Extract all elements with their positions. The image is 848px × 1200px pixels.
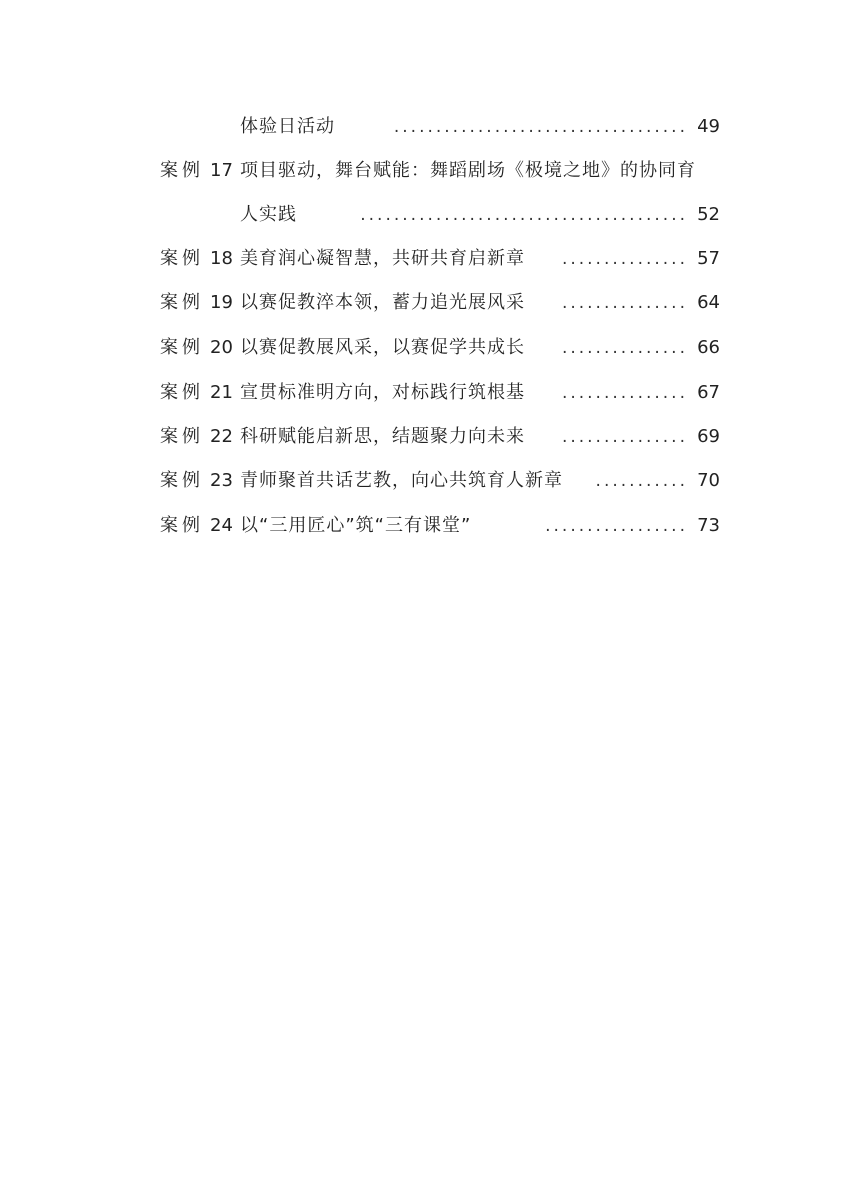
toc-entry-page: 64 (697, 292, 720, 313)
toc-case-number: 18 (210, 248, 233, 269)
toc-entry-page: 52 (697, 204, 720, 225)
toc-case-label: 案例 (160, 337, 204, 358)
toc-entry-leader: ............... (561, 249, 688, 269)
toc-entry[interactable] (160, 156, 720, 186)
toc-entry-title: 美育润心凝智慧，共研共育启新章 (240, 248, 525, 269)
toc-entry[interactable] (160, 244, 720, 274)
toc-entry-leader: ....................................... (360, 205, 688, 225)
toc-case-label: 案例 (160, 292, 204, 313)
toc-entry-leader: ........... (595, 471, 688, 491)
toc-entry-title: 体验日活动 (240, 116, 335, 137)
toc-entry[interactable] (160, 378, 720, 408)
toc-entry-title: 以赛促教淬本领，蓄力追光展风采 (240, 292, 525, 313)
toc-case-number: 23 (210, 470, 233, 491)
toc-case-number: 22 (210, 426, 233, 447)
toc-entry-page: 66 (697, 337, 720, 358)
toc-entry-leader: ................. (545, 516, 688, 536)
toc-case-label: 案例 (160, 470, 204, 491)
toc-entry-title: 人实践 (240, 204, 297, 225)
toc-entry-leader: ............... (561, 338, 688, 358)
toc-entry-title: 青师聚首共话艺教，向心共筑育人新章 (240, 470, 563, 491)
toc-entry-page: 49 (697, 116, 720, 137)
toc-entry-title: 以赛促教展风采，以赛促学共成长 (240, 337, 525, 358)
toc-entry[interactable] (160, 511, 720, 541)
toc-entry-page: 69 (697, 426, 720, 447)
toc-entry[interactable] (160, 112, 720, 142)
toc-case-number: 17 (210, 160, 233, 181)
toc-case-number: 20 (210, 337, 233, 358)
toc-entry-leader: ............... (561, 427, 688, 447)
toc-entry-title: 以“三用匠心”筑“三有课堂” (240, 515, 472, 536)
toc-case-number: 24 (210, 515, 233, 536)
toc-case-label: 案例 (160, 515, 204, 536)
toc-case-label: 案例 (160, 160, 204, 181)
toc-case-label: 案例 (160, 426, 204, 447)
toc-entry-title: 项目驱动，舞台赋能：舞蹈剧场《极境之地》的协同育 (240, 160, 696, 181)
toc-entry-title: 科研赋能启新思，结题聚力向未来 (240, 426, 525, 447)
toc-entry[interactable] (160, 288, 720, 318)
toc-case-label: 案例 (160, 382, 204, 403)
toc-entry-leader: ............... (561, 293, 688, 313)
toc-entry-leader: ............... (561, 383, 688, 403)
toc-entry-page: 70 (697, 470, 720, 491)
toc-entry-page: 67 (697, 382, 720, 403)
toc-entry[interactable] (160, 200, 720, 230)
toc-case-number: 19 (210, 292, 233, 313)
toc-case-label: 案例 (160, 248, 204, 269)
toc-entry-page: 73 (697, 515, 720, 536)
toc-entry[interactable] (160, 422, 720, 452)
toc-entry[interactable] (160, 333, 720, 363)
toc-entry-title: 宣贯标准明方向，对标践行筑根基 (240, 382, 525, 403)
toc-entry-leader: ................................... (393, 117, 688, 137)
toc-case-number: 21 (210, 382, 233, 403)
toc-entry-page: 57 (697, 248, 720, 269)
toc-entry[interactable] (160, 466, 720, 496)
